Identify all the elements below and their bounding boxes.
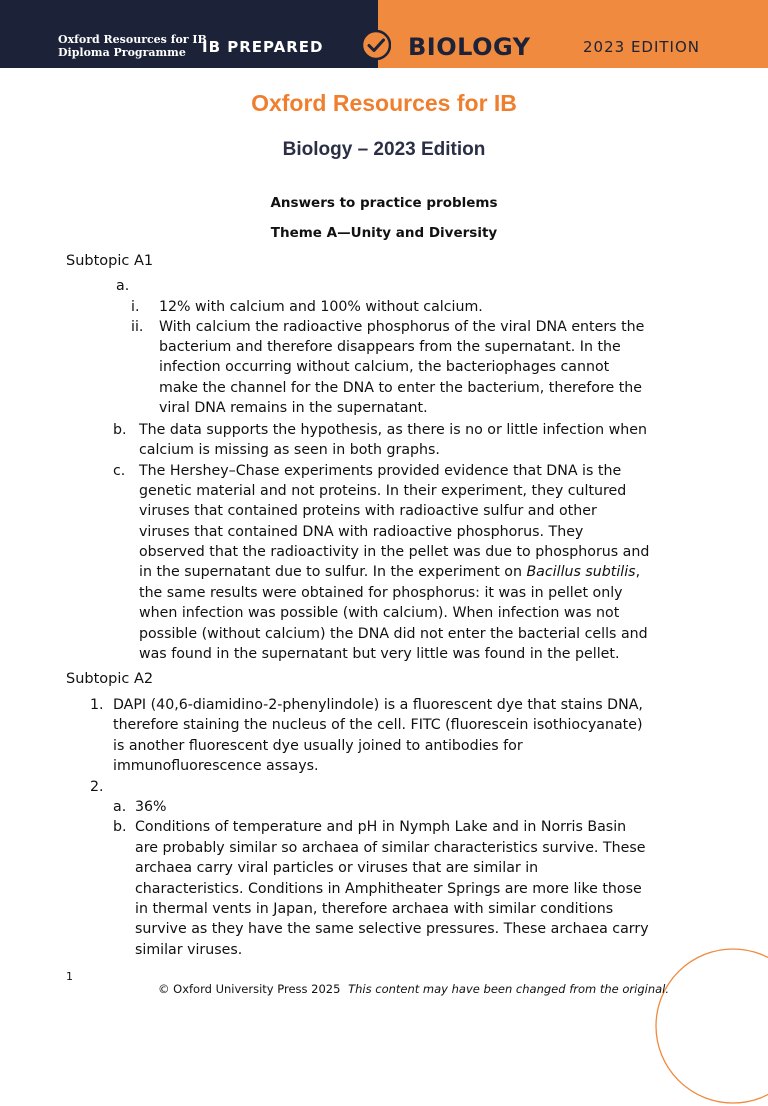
a2-q2b-line: archaea carry viral particles or viruses that are similar in (135, 860, 539, 876)
a1-item-c-line: The Hershey–Chase experiments provided evidence that DNA is the (139, 463, 622, 479)
edition-label: 2023 EDITION (583, 38, 701, 56)
c-line6-comma: , (635, 564, 641, 580)
a2-q1-marker: 1. (90, 697, 104, 713)
a1-item-aii-line: infection occurring without calcium, the bacteriophages cannot (159, 359, 610, 375)
a1-item-aii-marker: ii. (131, 319, 144, 335)
c-line6-text: in the supernatant due to sulfur. In the experiment on (139, 564, 527, 580)
a1-item-c-line: genetic material and not proteins. In their experiment, they cultured (139, 483, 627, 499)
a1-item-c-line: observed that the radioactivity in the pellet was due to phosphorus and (139, 544, 650, 560)
a1-item-aii-line: viral DNA remains in the supernatant. (159, 400, 428, 416)
a2-q2b-marker: b. (113, 819, 127, 835)
brand-line-1: Oxford Resources for IB (58, 33, 207, 46)
subject-label: BIOLOGY (408, 33, 531, 61)
a2-q1-line: is another fluorescent dye usually joined to antibodies for (113, 738, 523, 754)
page-subtitle: Biology – 2023 Edition (282, 139, 486, 160)
a2-q2b-line: in thermal vents in Japan, therefore archaea with similar conditions (135, 901, 614, 917)
species-name: Bacillus subtilis (526, 564, 636, 580)
a1-item-b-line: calcium is missing as seen in both graphs. (139, 442, 440, 458)
a1-item-c-line: was found in the supernatant but very little was found in the pellet. (139, 646, 620, 662)
a1-item-ai-text: 12% with calcium and 100% without calcium. (159, 299, 483, 315)
a1-item-aii-line: With calcium the radioactive phosphorus of the viral DNA enters the (159, 319, 645, 335)
a1-item-a-marker: a. (116, 278, 130, 294)
a1-item-c-marker: c. (113, 463, 126, 479)
a2-q2b-line: Conditions of temperature and pH in Nymph Lake and in Norris Basin (135, 819, 627, 835)
subtopic-a1-title: Subtopic A1 (66, 253, 154, 269)
a1-item-ai-marker: i. (131, 299, 140, 315)
a2-q2b-line: survive as they have the same selective pressures. These archaea carry (135, 921, 649, 937)
page-title: Oxford Resources for IB (251, 90, 517, 116)
a2-q2b-line: are probably similar so archaea of similar characteristics survive. These (135, 840, 646, 856)
series-label: IB PREPARED (202, 38, 324, 56)
a1-item-c-line: when infection was possible (with calcium). When infection was not (139, 605, 620, 621)
a2-q2-marker: 2. (90, 779, 104, 795)
a1-item-aii-line: bacterium and therefore disappears from the supernatant. In the (159, 339, 621, 355)
a1-item-c-line: viruses that contained proteins with radioactive sulfur and other (139, 503, 597, 519)
a1-item-c-line-species (139, 562, 640, 582)
a2-q1-line: therefore staining the nucleus of the cell. FITC (fluorescein isothiocyanate) (113, 717, 643, 733)
section-heading: Answers to practice problems (270, 195, 498, 211)
a1-item-c-line: possible (without calcium) the DNA did not enter the bacterial cells and (139, 626, 648, 642)
header-banner (0, 0, 768, 68)
a1-item-b-line: The data supports the hypothesis, as there is no or little infection when (139, 422, 647, 438)
subtopic-a2-title: Subtopic A2 (66, 671, 154, 687)
checkmark-badge-icon (361, 30, 391, 60)
a2-q2b-line: similar viruses. (135, 942, 243, 958)
a1-item-b-marker: b. (113, 422, 127, 438)
copyright-text: © Oxford University Press 2025 (158, 982, 341, 996)
decorative-circle-icon (653, 946, 768, 1106)
a1-item-c-line: viruses that contained DNA with radioactive phosphorus. They (139, 524, 584, 540)
a2-q2a-marker: a. (113, 799, 127, 815)
a1-item-c-line: the same results were obtained for phosphorus: it was in pellet only (139, 585, 623, 601)
a2-q2b-line: characteristics. Conditions in Amphitheater Springs are more like those (135, 881, 642, 897)
a1-item-aii-line: make the channel for the DNA to enter the bacterium, therefore the (159, 380, 643, 396)
a2-q1-line: immunofluorescence assays. (113, 758, 319, 774)
footer-note: This content may have been changed from the original. (348, 982, 670, 996)
footer (158, 982, 669, 996)
brand-line-2: Diploma Programme (58, 46, 186, 59)
a2-q2a-text: 36% (135, 799, 167, 815)
brand-logo (58, 33, 207, 59)
theme-heading: Theme A—Unity and Diversity (270, 225, 498, 241)
a2-q1-line: DAPI (40,6-diamidino-2-phenylindole) is a fluorescent dye that stains DNA, (113, 697, 643, 713)
page-number: 1 (66, 970, 73, 983)
